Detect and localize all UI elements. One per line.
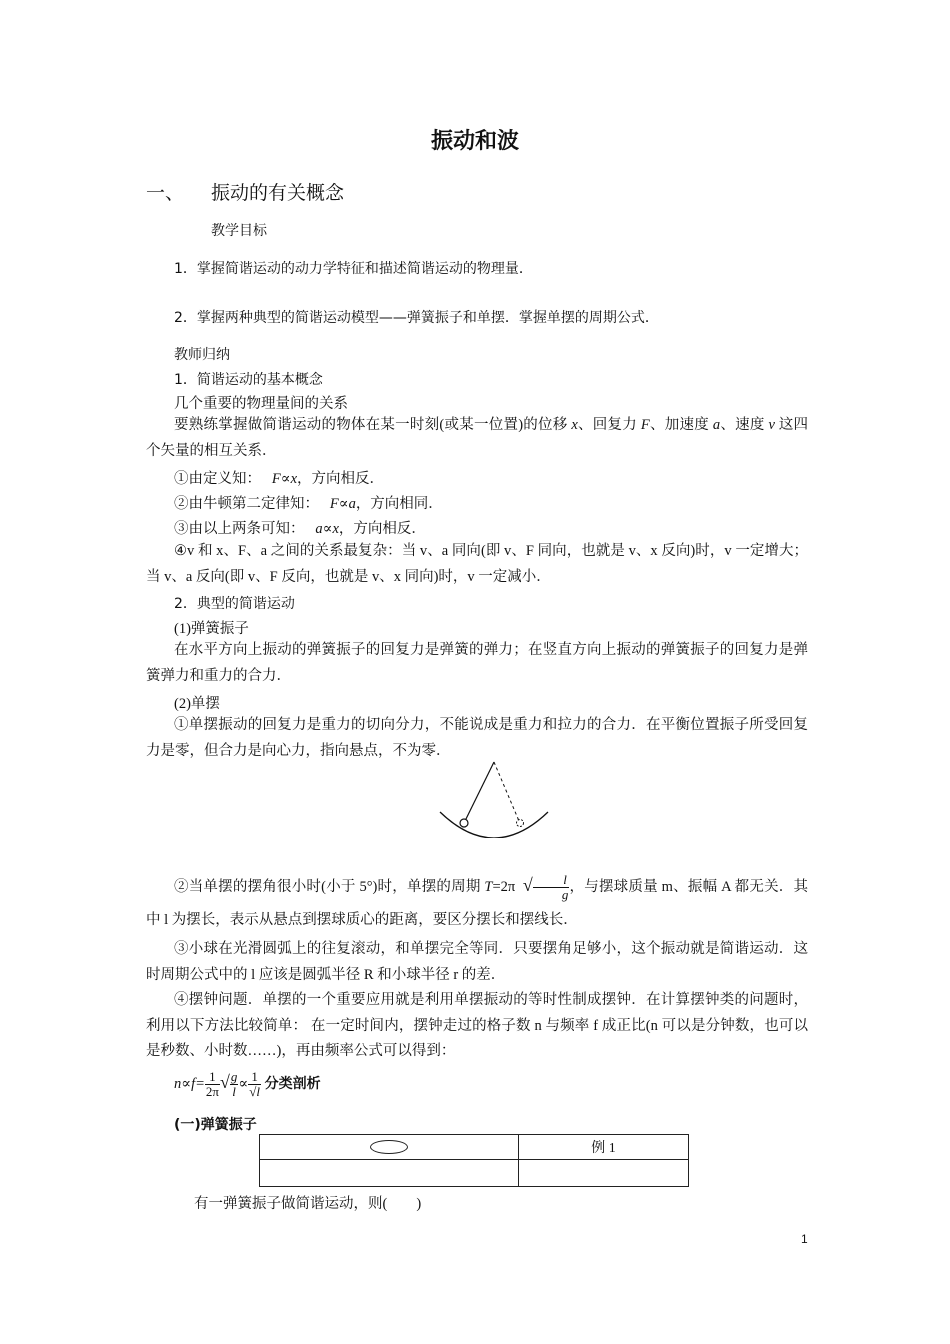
pendulum-bob: [460, 819, 468, 827]
teacher-summary-heading: 教师归纳: [174, 347, 230, 363]
oval-shape: [370, 1140, 408, 1154]
section-number: 一、: [146, 182, 185, 204]
example-empty-cell-left: [260, 1160, 519, 1187]
goal-item-2: 2．掌握两种典型的简谐运动模型——弹簧振子和单摆．掌握单摆的周期公式．: [174, 310, 659, 326]
spring-oscillator-paragraph: 在水平方向上振动的弹簧振子的回复力是弹簧的弹力；在竖直方向上振动的弹簧振子的回复力是弹簧弹力和重力的合力．: [146, 642, 808, 684]
pendulum-paragraph-3: ③小球在光滑圆弧上的往复滚动，和单摆完全等同．只要摆角足够小，这个振动就是简谐运动．这时周期公式中的 l 应该是圆弧半径 R 和小球半径 r 的差．: [146, 941, 808, 983]
simple-pendulum-label: (2)单摆: [174, 696, 220, 712]
section-heading: 振动的有关概念: [211, 182, 345, 204]
subsection-2: 2．典型的简谐运动: [174, 596, 295, 612]
example-label-cell: 例 1: [519, 1135, 689, 1160]
relations-title: 几个重要的物理量间的关系: [174, 396, 348, 412]
frequency-formula: n∝f= $\frac{1}{2\pi}$ √ $\frac{g}{l}$ ∝ $\frac{1}{√l}$ 分类剖析: [174, 1069, 321, 1100]
page-title: 振动和波: [430, 129, 519, 154]
example-empty-cell-right: [519, 1160, 689, 1187]
arc-track: [440, 812, 548, 838]
relation-item-2: ②由牛顿第二定律知： F∝a，方向相同．: [174, 496, 443, 512]
pendulum-bob-dashed: [517, 820, 524, 827]
pendulum-paragraph-4: ④摆钟问题．单摆的一个重要应用就是利用单摆振动的等时性制成摆钟．在计算摆钟类的问题时，利用以下方法比较简单： 在一定时间内，摆钟走过的格子数 n 与频率 f 成正比(n 可以是分钟数，也可以是秒数、小时数……)，再由频率公式可以得到：: [146, 992, 808, 1059]
example-oval-cell: [260, 1135, 519, 1160]
spring-oscillator-label: (1)弹簧振子: [174, 621, 249, 637]
pendulum-diagram: [436, 760, 552, 838]
example-table: [259, 1134, 689, 1187]
question-text: 有一弹簧振子做简谐运动，则( ): [194, 1196, 422, 1212]
subsection-1: 1．简谐运动的基本概念: [174, 372, 323, 388]
spring-section-heading: (一)弹簧振子: [174, 1117, 257, 1133]
pendulum-paragraph-1: ①单摆振动的回复力是重力的切向分力，不能说成是重力和拉力的合力．在平衡位置振子所受回复力是零，但合力是向心力，指向悬点，不为零．: [146, 717, 808, 759]
teaching-goal-heading: 教学目标: [211, 223, 267, 239]
relation-item-4: ④v 和 x、F、a 之间的关系最复杂：当 v、a 同向(即 v、F 同向，也就是 v、x 反向)时，v 一定增大；当 v、a 反向(即 v、F 反向，也就是 v、x 同向)时，v 一定减小．: [146, 543, 808, 585]
pendulum-string: [465, 762, 494, 821]
pendulum-string-dashed: [494, 762, 519, 821]
relation-item-1: ①由定义知： F∝x，方向相反．: [174, 471, 384, 487]
page-number: 1: [801, 1232, 808, 1246]
goal-item-1: 1．掌握简谐运动的动力学特征和描述简谐运动的物理量．: [174, 261, 533, 277]
main-paragraph: 要熟练掌握做简谐运动的物体在某一时刻(或某一位置)的位移 x、回复力 F、加速度 a、速度 v 这四个矢量的相互关系．: [146, 417, 809, 459]
relation-item-3: ③由以上两条可知： a∝x，方向相反．: [174, 521, 426, 537]
pendulum-paragraph-2: ②当单摆的摆角很小时(小于 5°)时，单摆的周期 T=2π √ $\frac{l}{g}$ ，与摆球质量 m、振幅 A 都无关．其中 l 为摆长，表示从悬点到摆球质心的距离，要区分摆长和摆线长．: [146, 872, 809, 928]
